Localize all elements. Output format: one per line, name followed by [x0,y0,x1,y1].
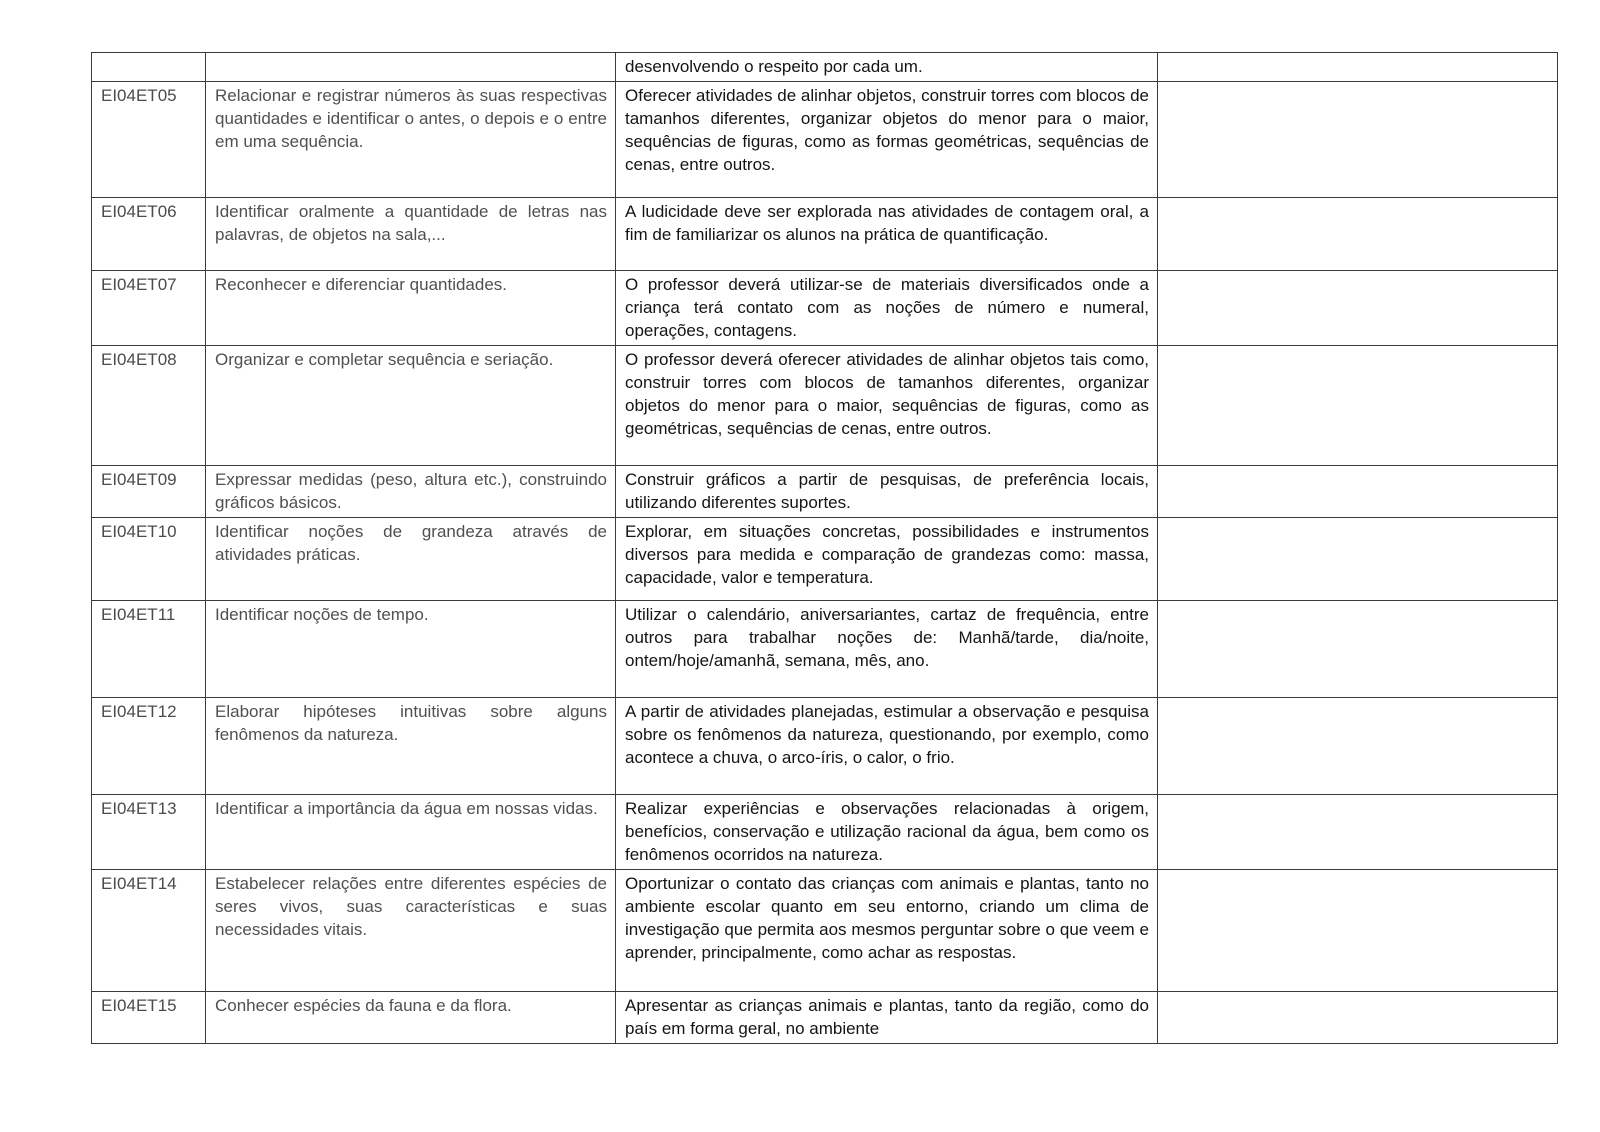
table-row [92,271,1558,346]
table-row [92,82,1558,198]
experience-cell: O professor deverá oferecer atividades de alinhar objetos tais como, construir torres com blocos de tamanhos diferentes, organizar objetos do menor para o maior, sequências de figuras, como as geométricas, sequências de cenas, entre outros. [616,346,1158,466]
code-cell: EI04ET09 [92,466,206,518]
table-row [92,698,1558,795]
experience-cell: Utilizar o calendário, aniversariantes, cartaz de frequência, entre outros para trabalhar noções de: Manhã/tarde, dia/noite, ontem/hoje/amanhã, semana, mês, ano. [616,601,1158,698]
objective-cell: Organizar e completar sequência e seriação. [206,346,616,466]
extra-cell [1158,992,1558,1044]
objective-cell: Identificar noções de tempo. [206,601,616,698]
table-row [92,601,1558,698]
extra-cell [1158,82,1558,198]
objective-cell [206,53,616,82]
table-row [92,992,1558,1044]
table-row [92,870,1558,992]
code-cell: EI04ET14 [92,870,206,992]
objective-cell: Identificar a importância da água em nossas vidas. [206,795,616,870]
code-cell: EI04ET05 [92,82,206,198]
bncc-objectives-table [91,52,1558,1044]
extra-cell [1158,601,1558,698]
experience-cell: A ludicidade deve ser explorada nas atividades de contagem oral, a fim de familiarizar os alunos na prática de quantificação. [616,198,1158,271]
experience-cell: Oportunizar o contato das crianças com animais e plantas, tanto no ambiente escolar quanto em seu entorno, criando um clima de investigação que permita aos mesmos perguntar sobre o que veem e aprender, principalmente, como achar as respostas. [616,870,1158,992]
table-row [92,346,1558,466]
experience-cell: A partir de atividades planejadas, estimular a observação e pesquisa sobre os fenômenos da natureza, questionando, por exemplo, como acontece a chuva, o arco-íris, o calor, o frio. [616,698,1158,795]
extra-cell [1158,698,1558,795]
experience-cell: Construir gráficos a partir de pesquisas, de preferência locais, utilizando diferentes suportes. [616,466,1158,518]
objective-cell: Estabelecer relações entre diferentes espécies de seres vivos, suas características e suas necessidades vitais. [206,870,616,992]
code-cell: EI04ET10 [92,518,206,601]
extra-cell [1158,271,1558,346]
code-cell: EI04ET13 [92,795,206,870]
table-row [92,466,1558,518]
extra-cell [1158,346,1558,466]
objective-cell: Relacionar e registrar números às suas respectivas quantidades e identificar o antes, o depois e o entre em uma sequência. [206,82,616,198]
code-cell [92,53,206,82]
table-row [92,53,1558,82]
code-cell: EI04ET12 [92,698,206,795]
table-row [92,518,1558,601]
code-cell: EI04ET06 [92,198,206,271]
extra-cell [1158,518,1558,601]
extra-cell [1158,466,1558,518]
objective-cell: Elaborar hipóteses intuitivas sobre alguns fenômenos da natureza. [206,698,616,795]
objective-cell: Expressar medidas (peso, altura etc.), construindo gráficos básicos. [206,466,616,518]
code-cell: EI04ET15 [92,992,206,1044]
extra-cell [1158,53,1558,82]
extra-cell [1158,198,1558,271]
experience-cell: Apresentar as crianças animais e plantas, tanto da região, como do país em forma geral, no ambiente [616,992,1158,1044]
experience-cell: desenvolvendo o respeito por cada um. [616,53,1158,82]
table-row [92,198,1558,271]
objective-cell: Identificar noções de grandeza através de atividades práticas. [206,518,616,601]
objective-cell: Identificar oralmente a quantidade de letras nas palavras, de objetos na sala,... [206,198,616,271]
code-cell: EI04ET08 [92,346,206,466]
code-cell: EI04ET11 [92,601,206,698]
objective-cell: Reconhecer e diferenciar quantidades. [206,271,616,346]
code-cell: EI04ET07 [92,271,206,346]
objective-cell: Conhecer espécies da fauna e da flora. [206,992,616,1044]
experience-cell: Oferecer atividades de alinhar objetos, construir torres com blocos de tamanhos diferentes, organizar objetos do menor para o maior, sequências de figuras, como as formas geométricas, sequências de cenas, entre outros. [616,82,1158,198]
experience-cell: O professor deverá utilizar-se de materiais diversificados onde a criança terá contato com as noções de número e numeral, operações, contagens. [616,271,1158,346]
extra-cell [1158,870,1558,992]
experience-cell: Realizar experiências e observações relacionadas à origem, benefícios, conservação e utilização racional da água, bem como os fenômenos ocorridos na natureza. [616,795,1158,870]
extra-cell [1158,795,1558,870]
table-row [92,795,1558,870]
experience-cell: Explorar, em situações concretas, possibilidades e instrumentos diversos para medida e comparação de grandezas como: massa, capacidade, valor e temperatura. [616,518,1158,601]
